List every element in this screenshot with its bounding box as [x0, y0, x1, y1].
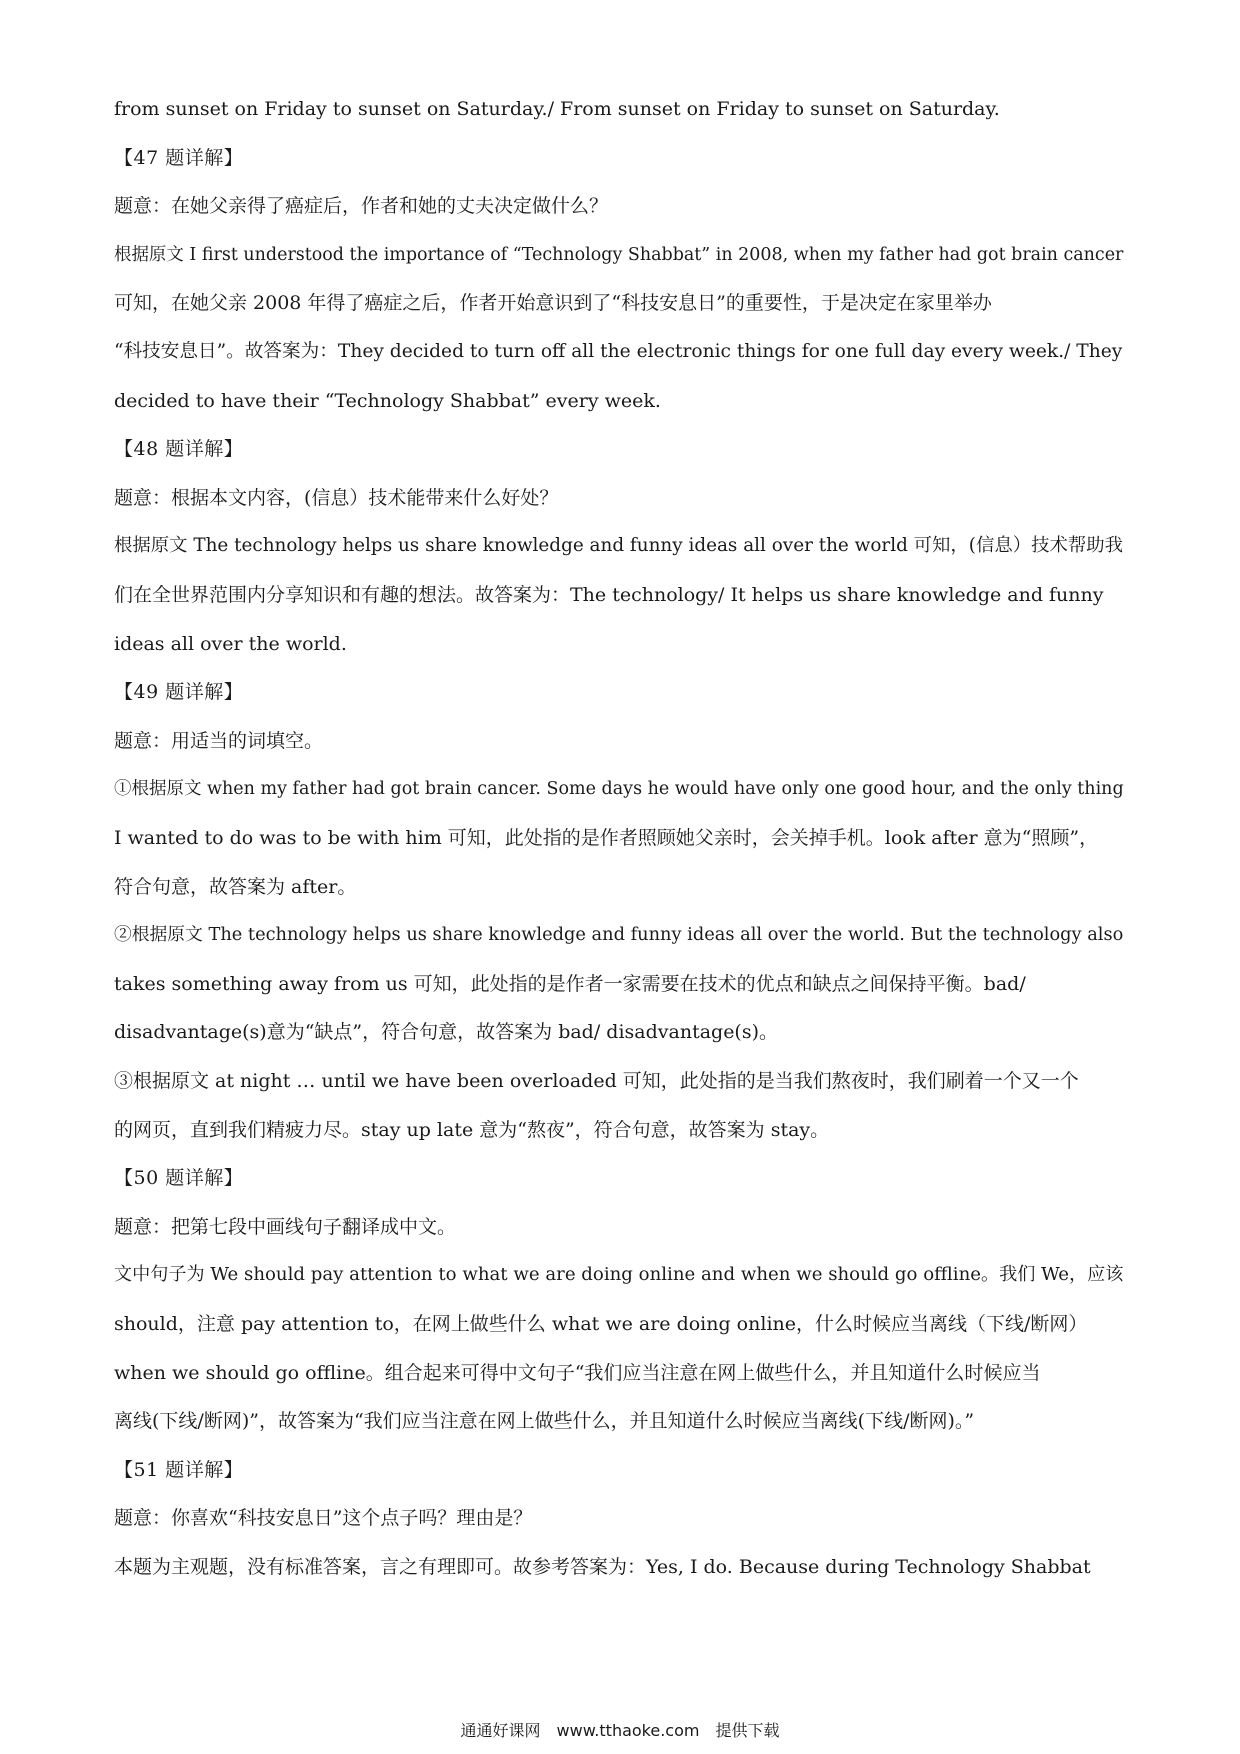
body-text-line: 们在全世界范围内分享知识和有趣的想法。故答案为：The technology/ It helps us share knowledge and funny [114, 584, 1104, 606]
body-text-line: 题意：把第七段中画线句子翻译成中文。 [114, 1215, 457, 1238]
body-text-line: I wanted to do was to be with him 可知，此处指的是作者照顾她父亲时，会关掉手机。look after 意为“照顾”， [114, 827, 1099, 849]
body-text-line: decided to have their “Technology Shabbat” every week. [114, 389, 661, 412]
body-text-line: should，注意 pay attention to，在网上做些什么 what we are doing online，什么时候应当离线（下线/断网） [114, 1313, 1088, 1335]
body-text-line: ③根据原文 at night … until we have been overloaded 可知，此处指的是当我们熬夜时，我们刷着一个又一个 [114, 1070, 1079, 1092]
body-text-line: 根据原文 The technology helps us share knowledge and funny ideas all over the world 可知，(信息）技术帮助我 [114, 535, 1123, 557]
body-text-line: from sunset on Friday to sunset on Saturday./ From sunset on Friday to sunset on Saturday. [114, 98, 1000, 120]
body-text-line: disadvantage(s)意为“缺点”，符合句意，故答案为 bad/ disadvantage(s)。 [114, 1021, 779, 1044]
body-text-line: ②根据原文 The technology helps us share knowledge and funny ideas all over the world. But the technology also [114, 924, 1124, 946]
body-text-line: 可知，在她父亲 2008 年得了癌症之后，作者开始意识到了“科技安息日”的重要性，于是决定在家里举办 [114, 292, 992, 315]
body-text-line: takes something away from us 可知，此处指的是作者一家需要在技术的优点和缺点之间保持平衡。bad/ [114, 972, 1026, 995]
body-text-line: when we should go offline。组合起来可得中文句子“我们应当注意在网上做些什么，并且知道什么时候应当 [114, 1361, 1041, 1384]
body-text-line: 离线(下线/断网)”，故答案为“我们应当注意在网上做些什么，并且知道什么时候应当离线(下线/断网)。” [114, 1410, 975, 1433]
page-footer: 通通好课网 www.tthaoke.com 提供下载 [460, 1721, 780, 1740]
body-text-line: 的网页，直到我们精疲力尽。stay up late 意为“熬夜”，符合句意，故答案为 stay。 [114, 1118, 830, 1141]
section-heading: 【50 题详解】 [114, 1167, 244, 1190]
body-text-line: ideas all over the world. [114, 632, 347, 655]
body-text-line: “科技安息日”。故答案为：They decided to turn off all the electronic things for one full day every week./ They [114, 341, 1123, 362]
body-text-line: ①根据原文 when my father had got brain cancer. Some days he would have only one good hour, and the only thing [114, 779, 1124, 800]
section-heading: 【48 题详解】 [114, 438, 244, 461]
body-text-line: 本题为主观题，没有标准答案，言之有理即可。故参考答案为：Yes, I do. Because during Technology Shabbat [114, 1556, 1091, 1578]
body-text-line: 题意：根据本文内容，(信息）技术能带来什么好处？ [114, 486, 559, 509]
section-heading: 【47 题详解】 [114, 146, 244, 169]
section-heading: 【49 题详解】 [114, 681, 244, 704]
section-heading: 【51 题详解】 [114, 1458, 244, 1481]
body-text-line: 符合句意，故答案为 after。 [114, 875, 357, 898]
body-text-line: 题意：在她父亲得了癌症后，作者和她的丈夫决定做什么？ [114, 195, 609, 218]
body-text-line: 题意：用适当的词填空。 [114, 729, 324, 752]
body-text-line: 根据原文 I first understood the importance of “Technology Shabbat” in 2008, when my father had got brain cancer [114, 244, 1124, 265]
body-text-line: 题意：你喜欢“科技安息日”这个点子吗？理由是？ [114, 1507, 533, 1530]
body-text-line: 文中句子为 We should pay attention to what we are doing online and when we should go offline。我们 We，应该 [114, 1264, 1124, 1286]
